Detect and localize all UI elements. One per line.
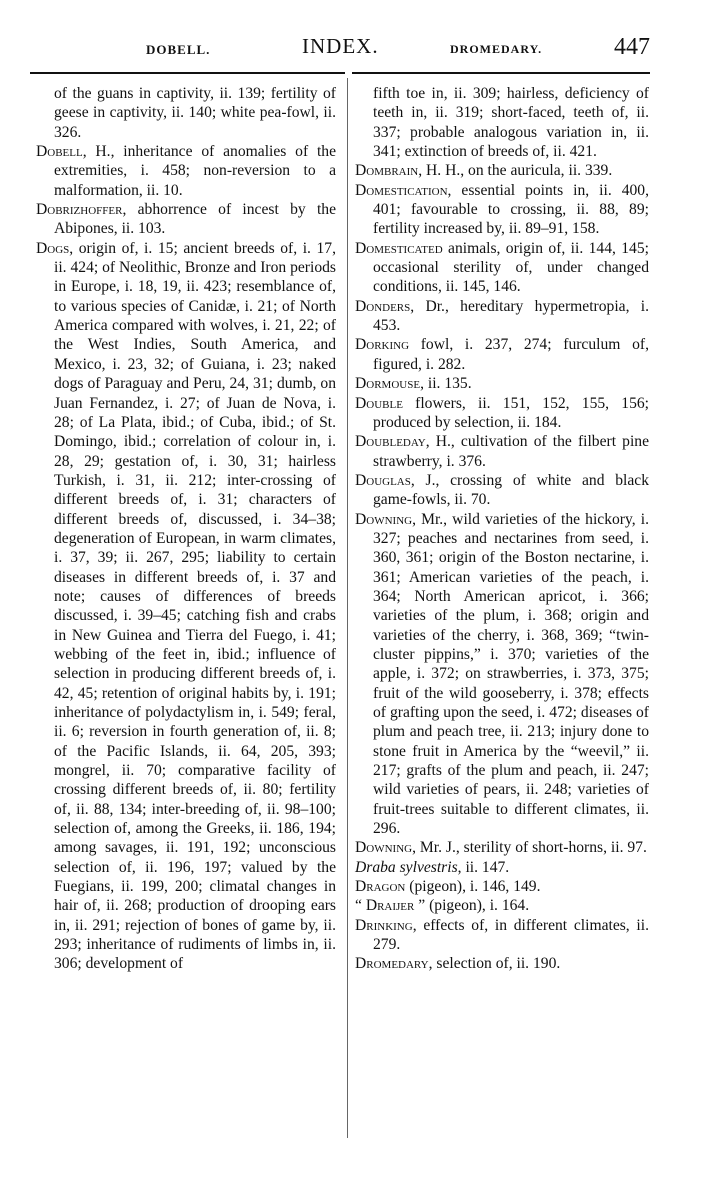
entry-heading: Downing: [355, 510, 413, 528]
index-column-left: [36, 84, 336, 974]
index-entry: Dragon (pigeon), i. 146, 149.: [355, 878, 541, 896]
entry-heading: Draba sylvestris: [355, 858, 458, 876]
entry-heading: Dormouse: [355, 375, 421, 393]
index-entry: “ Draijer ” (pigeon), i. 164.: [355, 897, 530, 915]
entry-heading: Double: [355, 394, 403, 412]
index-entry: Drinking, effects of, in different climates, ii. 279.: [355, 916, 649, 954]
entry-heading: Douglas: [355, 471, 411, 489]
index-entry: Dogs, origin of, i. 15; ancient breeds of, i. 17, ii. 424; of Neolithic, Bronze and Iron periods in Europe, i. 18, 19, ii. 423; resemblance of, to various species of Canidæ, i. 21; of North America compared with wolves, i. 21, 22; of the West Indies, South America, and Mexico, i. 23, 32; of Guiana, i. 23; naked dogs of Paraguay and Peru, 24, 31; dumb, on Juan Fernandez, i. 27; of Juan de Nova, i. 28; of La Plata, ibid.; of Cuba, ibid.; of St. Domingo, ibid.; correlation of colour in, i. 28, 29; gestation of, i. 30, 31; hairless Turkish, i. 31, ii. 212; inter-crossing of different breeds of, i. 31; characters of different breeds of, discussed, i. 34–38; degeneration of European, in warm climates, i. 37, 39; ii. 267, 295; liability to certain diseases in different breeds of, i. 37 and note; causes of differences of breeds discussed, i. 39–45; catching fish and crabs in New Guinea and Tierra del Fuego, i. 41; webbing of the feet in, ibid.; influence of selection in producing different breeds of, i. 42, 45; retention of original habits by, i. 191; inheritance of polydactylism in, i. 549; feral, ii. 6; reversion in fourth generation of, ii. 8; of the Pacific Islands, ii. 64, 205, 393; mongrel, ii. 70; comparative facility of crossing different breeds of, ii. 80; fertility of, ii. 88, 134; inter-breeding of, ii. 98–100; selection of, among the Greeks, ii. 186, 194; among savages, ii. 191, 192; unconscious selection of, ii. 196, 197; valued by the Fuegians, ii. 199, 200; climatal changes in hair of, ii. 268; production of drooping ears in, ii. 291; rejection of bones of game by, ii. 293; inheritance of rudiments of limbs in, ii. 306; development of: [36, 239, 336, 973]
index-entry: fifth toe in, ii. 309; hairless, deficiency of teeth in, ii. 319; short-faced, teeth of, ii. 337; probable analogous variation in, ii. 341; extinction of breeds of, ii. 421.: [373, 85, 649, 161]
entry-heading: Dombrain: [355, 162, 419, 180]
page-number: 447: [614, 34, 650, 60]
entry-heading: Dobrizhoffer: [36, 201, 123, 219]
entry-heading: Downing: [355, 839, 413, 857]
running-head-left: DOBELL.: [146, 42, 211, 57]
index-entry: Dormouse, ii. 135.: [355, 375, 472, 393]
index-entry: Donders, Dr., hereditary hypermetropia, i. 453.: [355, 297, 649, 335]
column-divider: [347, 78, 348, 1138]
index-entry: Dobrizhoffer, abhorrence of incest by the Abipones, ii. 103.: [36, 201, 336, 238]
index-entry: Downing, Mr. J., sterility of short-horns, ii. 97.: [355, 839, 647, 857]
index-entry: Draba sylvestris, ii. 147.: [355, 858, 510, 876]
entry-heading: Dorking: [355, 336, 410, 354]
index-entry: Dobell, H., inheritance of anomalies of the extremities, i. 458; non-reversion to a malformation, ii. 10.: [36, 143, 336, 199]
running-head-center: INDEX.: [302, 34, 379, 58]
page-header: [0, 34, 705, 66]
header-rule-left: [30, 72, 345, 74]
entry-heading: Doubleday: [355, 433, 426, 451]
index-column-right: [355, 84, 649, 974]
index-entry: Dombrain, H. H., on the auricula, ii. 339.: [355, 162, 613, 180]
index-entry: Double flowers, ii. 151, 152, 155, 156; produced by selection, ii. 184.: [355, 394, 649, 431]
entry-heading: “ Draijer ”: [355, 897, 426, 915]
entry-heading: Dogs: [36, 239, 70, 257]
entry-heading: Dragon: [355, 878, 406, 896]
index-entry: Domestication, essential points in, ii. 400, 401; favourable to crossing, ii. 88, 89; fertility increased by, ii. 89–91, 158.: [355, 181, 649, 238]
running-head-right: DROMEDARY.: [450, 42, 543, 56]
header-rule-right: [352, 72, 650, 74]
entry-heading: Dobell: [36, 143, 83, 161]
index-entry: Dromedary, selection of, ii. 190.: [355, 955, 561, 973]
index-entry: of the guans in captivity, ii. 139; fertility of geese in captivity, ii. 140; white pea-fowl, ii. 326.: [54, 85, 336, 141]
entry-heading: Dromedary: [355, 955, 429, 973]
entry-heading: Domesticated: [355, 239, 443, 257]
index-entry: Dorking fowl, i. 237, 274; furculum of, figured, i. 282.: [355, 336, 649, 373]
entry-heading: Domestication: [355, 181, 448, 199]
index-entry: Domesticated animals, origin of, ii. 144, 145; occasional sterility of, under changed conditions, ii. 145, 146.: [355, 239, 649, 296]
index-entry: Downing, Mr., wild varieties of the hickory, i. 327; peaches and nectarines from seed, i. 360, 361; origin of the Boston nectarine, i. 361; American varieties of the peach, i. 364; North American apricot, i. 366; varieties of the plum, i. 368; origin and varieties of the cherry, i. 368, 369; “twin-cluster pippins,” i. 370; varieties of the apple, i. 372; on strawberries, i. 373, 375; fruit of the wild gooseberry, i. 378; effects of grafting upon the seed, i. 472; diseases of plum and peach tree, ii. 213; injury done to stone fruit in America by the “weevil,” ii. 217; grafts of the plum and peach, ii. 247; wild varieties of pears, ii. 248; varieties of fruit-trees suitable to different climates, ii. 296.: [355, 510, 649, 838]
index-entry: Doubleday, H., cultivation of the filbert pine strawberry, i. 376.: [355, 433, 649, 470]
entry-heading: Drinking: [355, 916, 413, 934]
entry-heading: Donders: [355, 297, 411, 315]
index-entry: Douglas, J., crossing of white and black game-fowls, ii. 70.: [355, 471, 649, 509]
